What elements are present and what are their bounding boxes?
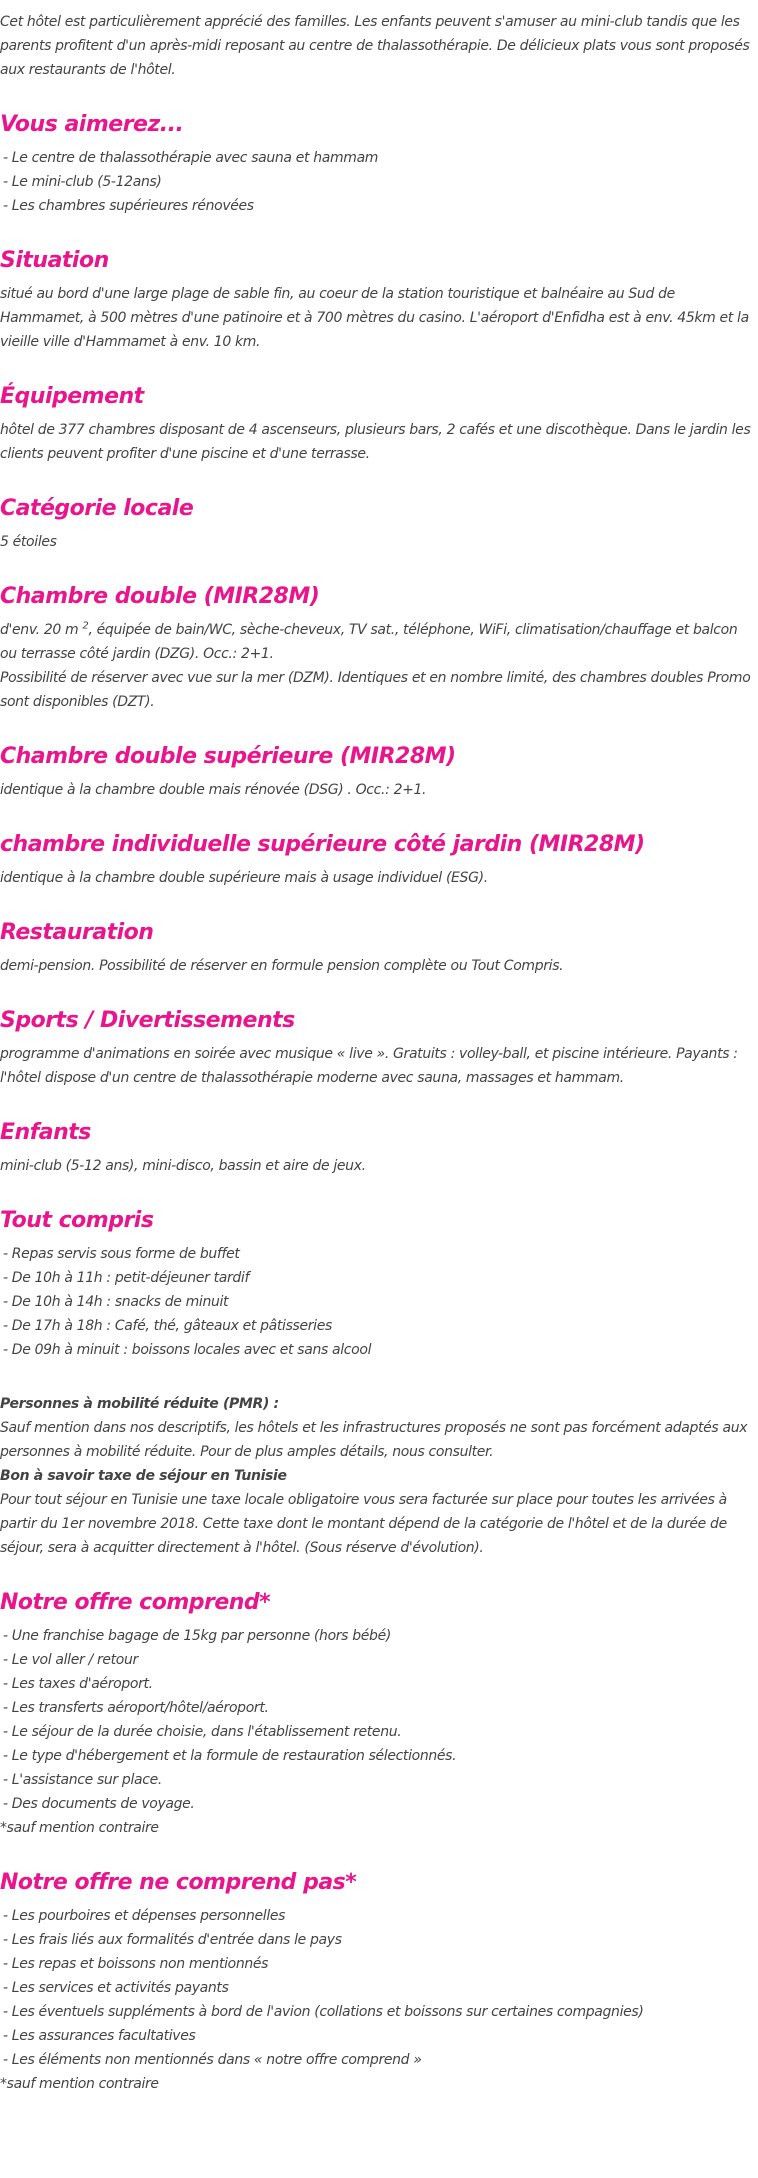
chambre-double-superscript: 2 <box>82 620 89 632</box>
tout-compris-list <box>0 1242 758 1362</box>
section-title-restauration: Restauration <box>0 920 154 945</box>
sports-text: programme d'animations en soirée avec musique « live ». Gratuits : volley-ball, et piscine intérieure. Payants : l'hôtel dispose d'un centre de thalassothérapie moderne avec sauna, massages et hammam. <box>0 1046 738 1086</box>
equipement-text: hôtel de 377 chambres disposant de 4 ascenseurs, plusieurs bars, 2 cafés et une discothèque. Dans le jardin les clients peuvent profiter d'une piscine et d'une terrasse. <box>0 422 751 462</box>
offre-comprend-list <box>0 1624 758 1816</box>
list-item: - Le mini-club (5-12ans) <box>3 174 162 190</box>
offre-comprend-note: *sauf mention contraire <box>0 1820 159 1836</box>
list-item: - De 09h à minuit : boissons locales avec et sans alcool <box>3 1342 372 1358</box>
section-title-offre-ne-comprend-pas: Notre offre ne comprend pas* <box>0 1870 357 1895</box>
list-item: - De 10h à 14h : snacks de minuit <box>3 1294 229 1310</box>
pmr-text: Sauf mention dans nos descriptifs, les hôtels et les infrastructures proposés ne sont pas forcément adaptés aux personnes à mobilité réduite. Pour de plus amples détails, nous consulter. <box>0 1420 748 1460</box>
list-item: - Une franchise bagage de 15kg par personne (hors bébé) <box>3 1628 391 1644</box>
list-item: - Le vol aller / retour <box>3 1652 138 1668</box>
section-title-enfants: Enfants <box>0 1120 91 1145</box>
list-item: - Les éventuels suppléments à bord de l'avion (collations et boissons sur certaines compagnies) <box>3 2004 644 2020</box>
list-item: - Les frais liés aux formalités d'entrée dans le pays <box>3 1932 342 1948</box>
section-title-chambre-double-sup: Chambre double supérieure (MIR28M) <box>0 744 456 769</box>
list-item: - Les repas et boissons non mentionnés <box>3 1956 269 1972</box>
spacer <box>0 1362 758 1392</box>
list-item: - Le séjour de la durée choisie, dans l'établissement retenu. <box>3 1724 402 1740</box>
list-item: - Les chambres supérieures rénovées <box>3 198 254 214</box>
list-item: - Les taxes d'aéroport. <box>3 1676 153 1692</box>
list-item: - Les assurances facultatives <box>3 2028 196 2044</box>
chambre-double-text-post: , équipée de bain/WC, sèche-cheveux, TV sat., téléphone, WiFi, climatisation/chauffage et balcon ou terrasse côté jardin (DZG). Occ.: 2+1. <box>0 622 738 662</box>
list-item: - L'assistance sur place. <box>3 1772 162 1788</box>
section-title-vous-aimerez: Vous aimerez... <box>0 112 184 137</box>
section-title-chambre-double: Chambre double (MIR28M) <box>0 584 320 609</box>
chambre-individuelle-text: identique à la chambre double supérieure mais à usage individuel (ESG). <box>0 870 488 886</box>
section-title-categorie: Catégorie locale <box>0 496 194 521</box>
offre-ne-comprend-pas-note: *sauf mention contraire <box>0 2076 159 2092</box>
chambre-double-text-2: Possibilité de réserver avec vue sur la mer (DZM). Identiques et en nombre limité, des chambres doubles Promo sont disponibles (DZT). <box>0 670 751 710</box>
section-title-tout-compris: Tout compris <box>0 1208 154 1233</box>
list-item: - Des documents de voyage. <box>3 1796 195 1812</box>
chambre-double-text <box>0 618 758 666</box>
list-item: - Le centre de thalassothérapie avec sauna et hammam <box>3 150 379 166</box>
chambre-double-sup-text: identique à la chambre double mais rénovée (DSG) . Occ.: 2+1. <box>0 782 427 798</box>
list-item: - De 17h à 18h : Café, thé, gâteaux et pâtisseries <box>3 1318 332 1334</box>
taxe-text: Pour tout séjour en Tunisie une taxe locale obligatoire vous sera facturée sur place pour toutes les arrivées à partir du 1er novembre 2018. Cette taxe dont le montant dépend de la catégorie de l'hôtel et de la durée de séjour, sera à acquitter directement à l'hôtel. (Sous réserve d'évolution). <box>0 1492 727 1556</box>
section-title-offre-comprend: Notre offre comprend* <box>0 1590 271 1615</box>
section-title-chambre-individuelle: chambre individuelle supérieure côté jardin (MIR28M) <box>0 832 645 857</box>
list-item: - De 10h à 11h : petit-déjeuner tardif <box>3 1270 250 1286</box>
list-item: - Les transferts aéroport/hôtel/aéroport. <box>3 1700 269 1716</box>
list-item: - Repas servis sous forme de buffet <box>3 1246 240 1262</box>
list-item: - Les pourboires et dépenses personnelles <box>3 1908 286 1924</box>
categorie-text: 5 étoiles <box>0 534 57 550</box>
list-item: - Les éléments non mentionnés dans « notre offre comprend » <box>3 2052 422 2068</box>
vous-aimerez-list <box>0 146 758 218</box>
section-title-sports: Sports / Divertissements <box>0 1008 295 1033</box>
list-item: - Les services et activités payants <box>3 1980 229 1996</box>
intro-text: Cet hôtel est particulièrement apprécié des familles. Les enfants peuvent s'amuser au mini-club tandis que les parents profitent d'un après-midi reposant au centre de thalassothérapie. De délicieux plats vous sont proposés aux restaurants de l'hôtel. <box>0 14 750 78</box>
enfants-text: mini-club (5-12 ans), mini-disco, bassin et aire de jeux. <box>0 1158 366 1174</box>
offre-ne-comprend-pas-list <box>0 1904 758 2072</box>
section-title-situation: Situation <box>0 248 109 273</box>
pmr-title: Personnes à mobilité réduite (PMR) : <box>0 1396 279 1412</box>
situation-text: situé au bord d'une large plage de sable fin, au coeur de la station touristique et balnéaire au Sud de Hammamet, à 500 mètres d'une patinoire et à 700 mètres du casino. L'aéroport d'Enfidha est à env. 45km et la vieille ville d'Hammamet à env. 10 km. <box>0 286 749 350</box>
taxe-title: Bon à savoir taxe de séjour en Tunisie <box>0 1468 287 1484</box>
chambre-double-text-pre: d'env. 20 m <box>0 622 83 638</box>
restauration-text: demi-pension. Possibilité de réserver en formule pension complète ou Tout Compris. <box>0 958 564 974</box>
section-title-equipement: Équipement <box>0 384 144 409</box>
list-item: - Le type d'hébergement et la formule de restauration sélectionnés. <box>3 1748 457 1764</box>
